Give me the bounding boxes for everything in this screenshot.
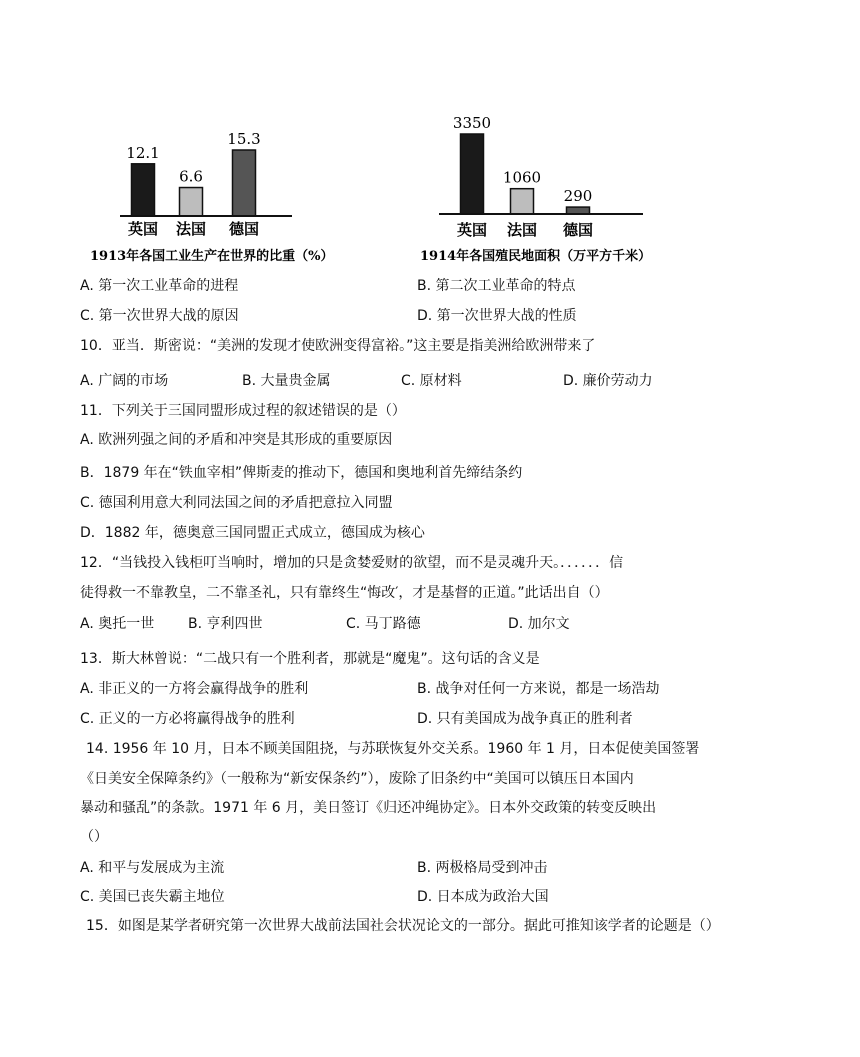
q9-option-a: A. 第一次工业革命的进程 xyxy=(80,278,239,294)
q15-stem: 15．如图是某学者研究第一次世界大战前法国社会状况论文的一部分。据此可推知该学者的论题是（） xyxy=(86,918,720,934)
chart1-cat-2: 德国 xyxy=(228,220,260,238)
q13-option-a: A. 非正义的一方将会赢得战争的胜利 xyxy=(80,681,309,697)
q14-option-d: D. 日本成为政治大国 xyxy=(417,889,549,905)
q14-stem-line3: 暴动和骚乱”的条款。1971 年 6 月，美日签订《归还冲绳协定》。日本外交政策的转变反映出 xyxy=(80,800,657,816)
q10-option-a: A. 广阔的市场 xyxy=(80,373,169,389)
q11-option-c: C. 德国利用意大利同法国之间的矛盾把意拉入同盟 xyxy=(80,495,393,511)
q11-option-d: D．1882 年，德奥意三国同盟正式成立，德国成为核心 xyxy=(80,525,425,541)
chart1-bar-2 xyxy=(233,150,256,216)
chart2-bar-2 xyxy=(567,207,590,214)
q14-option-c: C. 美国已丧失霸主地位 xyxy=(80,889,225,905)
q13-option-b: B. 战争对任何一方来说，都是一场浩劫 xyxy=(417,681,660,697)
q12-option-a: A. 奥托一世 xyxy=(80,616,155,632)
q12-option-c: C. 马丁路德 xyxy=(346,616,421,632)
q14-option-a: A. 和平与发展成为主流 xyxy=(80,860,225,876)
q10-option-d: D. 廉价劳动力 xyxy=(563,373,653,389)
chart-colony-area xyxy=(415,108,715,268)
chart1-title: 1913年各国工业生产在世界的比重（%） xyxy=(90,249,334,264)
q12-stem-line2: 徒得救一不靠教皇，二不靠圣礼，只有靠终生“悔改′，才是基督的正道。”此话出自（） xyxy=(80,585,609,601)
q13-option-d: D. 只有美国成为战争真正的胜利者 xyxy=(417,711,633,727)
chart2-cat-0: 英国 xyxy=(456,221,488,239)
q9-option-b: B. 第二次工业革命的特点 xyxy=(417,278,576,294)
chart2-value-label-0: 3350 xyxy=(452,114,492,132)
q11-stem: 11．下列关于三国同盟形成过程的叙述错误的是（） xyxy=(80,403,406,419)
q11-option-a: A. 欧洲列强之间的矛盾和冲突是其形成的重要原因 xyxy=(80,432,393,448)
chart1-cat-0: 英国 xyxy=(127,220,159,238)
q9-option-c: C. 第一次世界大战的原因 xyxy=(80,308,239,324)
chart-industrial-share xyxy=(80,110,400,270)
chart2-title: 1914年各国殖民地面积（万平方千米） xyxy=(420,249,652,264)
chart2-bar-0 xyxy=(461,134,484,214)
chart2-value-label-1: 1060 xyxy=(502,168,542,187)
chart1-value-label-0: 12.1 xyxy=(126,143,160,162)
q13-stem: 13．斯大林曾说：“二战只有一个胜利者，那就是“魔鬼”。这句话的含义是 xyxy=(80,651,540,667)
q10-stem: 10．亚当．斯密说：“美洲的发现才使欧洲变得富裕。”这主要是指美洲给欧洲带来了 xyxy=(80,338,596,354)
chart1-value-label-1: 6.6 xyxy=(179,167,203,186)
q12-option-b: B. 亨利四世 xyxy=(188,616,263,632)
q14-option-b: B. 两极格局受到冲击 xyxy=(417,860,548,876)
q9-option-d: D. 第一次世界大战的性质 xyxy=(417,308,577,324)
q10-option-c: C. 原材料 xyxy=(401,373,462,389)
q11-option-b: B．1879 年在“铁血宰相”俾斯麦的推动下，德国和奥地利首先缔结条约 xyxy=(80,465,523,481)
q14-stem-line1: 14. 1956 年 10 月，日本不顾美国阻挠，与苏联恢复外交关系。1960 年 1 月，日本促使美国签署 xyxy=(86,741,700,757)
q14-stem-line4: （） xyxy=(80,829,108,845)
chart1-cat-1: 法国 xyxy=(175,220,207,238)
q14-stem-line2: 《日美安全保障条约》（一般称为“新安保条约”），废除了旧条约中“美国可以镇压日本国内 xyxy=(80,771,634,787)
chart1-bar-0 xyxy=(132,164,155,216)
chart2-bar-1 xyxy=(511,189,534,214)
q13-option-c: C. 正义的一方必将赢得战争的胜利 xyxy=(80,711,295,727)
q12-stem-line1: 12．“当钱投入钱柜叮当响时，增加的只是贪婪爱财的欲望，而不是灵魂升天。．．．．．．信 xyxy=(80,555,624,571)
chart2-value-label-2: 290 xyxy=(563,187,593,206)
q12-option-d: D. 加尔文 xyxy=(508,616,570,632)
chart1-value-label-2: 15.3 xyxy=(227,130,261,148)
q10-option-b: B. 大量贵金属 xyxy=(242,373,331,389)
chart1-bar-1 xyxy=(180,188,203,216)
chart2-cat-2: 德国 xyxy=(562,221,594,239)
chart2-cat-1: 法国 xyxy=(506,221,538,239)
